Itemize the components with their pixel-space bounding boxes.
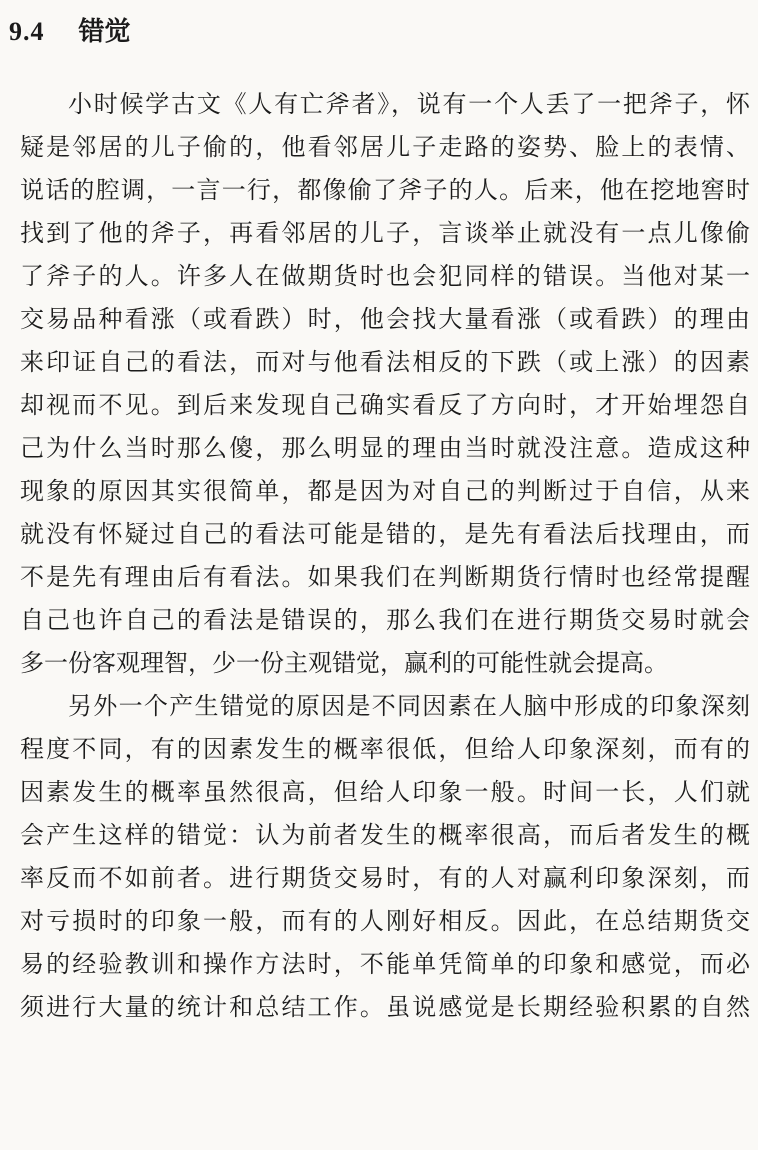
paragraph-1-line-10: 现象的原因其实很简单，都是因为对自己的判断过于自信，从来: [20, 477, 750, 505]
paragraph-1-line-13: 自己也许自己的看法是错误的，那么我们在进行期货交易时就会: [20, 606, 750, 634]
paragraph-1-line-12: 不是先有理由后有看法。如果我们在判断期货行情时也经常提醒: [20, 563, 750, 591]
paragraph-1-line-1: 小时候学古文《人有亡斧者》，说有一个人丢了一把斧子，怀: [68, 90, 750, 118]
paragraph-2-line-5: 率反而不如前者。进行期货交易时，有的人对赢利印象深刻，而: [20, 864, 750, 892]
paragraph-2-line-1: 另外一个产生错觉的原因是不同因素在人脑中形成的印象深刻: [68, 692, 750, 720]
section-heading: [9, 14, 131, 50]
paragraph-1-line-6: 交易品种看涨（或看跌）时，他会找大量看涨（或看跌）的理由: [20, 305, 750, 333]
paragraph-1-line-3: 说话的腔调，一言一行，都像偷了斧子的人。后来，他在挖地窖时: [20, 176, 750, 204]
paragraph-2-line-7: 易的经验教训和操作方法时，不能单凭简单的印象和感觉，而必: [20, 950, 750, 978]
section-number: 9.4: [9, 17, 45, 46]
paragraph-1-line-7: 来印证自己的看法，而对与他看法相反的下跌（或上涨）的因素: [20, 348, 750, 376]
paragraph-1-line-4: 找到了他的斧子，再看邻居的儿子，言谈举止就没有一点儿像偷: [20, 219, 750, 247]
paragraph-1-line-11: 就没有怀疑过自己的看法可能是错的，是先有看法后找理由，而: [20, 520, 750, 548]
paragraph-1-line-5: 了斧子的人。许多人在做期货时也会犯同样的错误。当他对某一: [20, 262, 750, 290]
section-title: 错觉: [78, 17, 131, 47]
paragraph-1-line-8: 却视而不见。到后来发现自己确实看反了方向时，才开始埋怨自: [20, 391, 750, 419]
paragraph-2-line-6: 对亏损时的印象一般，而有的人刚好相反。因此，在总结期货交: [20, 907, 750, 935]
paragraph-1-line-2: 疑是邻居的儿子偷的，他看邻居儿子走路的姿势、脸上的表情、: [20, 133, 750, 161]
paragraph-1-line-9: 己为什么当时那么傻，那么明显的理由当时就没注意。造成这种: [20, 434, 750, 462]
paragraph-2-line-2: 程度不同，有的因素发生的概率很低，但给人印象深刻，而有的: [20, 735, 750, 763]
paragraph-2-line-4: 会产生这样的错觉：认为前者发生的概率很高，而后者发生的概: [20, 821, 750, 849]
paragraph-2-line-3: 因素发生的概率虽然很高，但给人印象一般。时间一长，人们就: [20, 778, 750, 806]
paragraph-2-line-8: 须进行大量的统计和总结工作。虽说感觉是长期经验积累的自然: [20, 993, 750, 1021]
paragraph-1-line-14: 多一份客观理智，少一份主观错觉，赢利的可能性就会提高。: [20, 649, 668, 677]
